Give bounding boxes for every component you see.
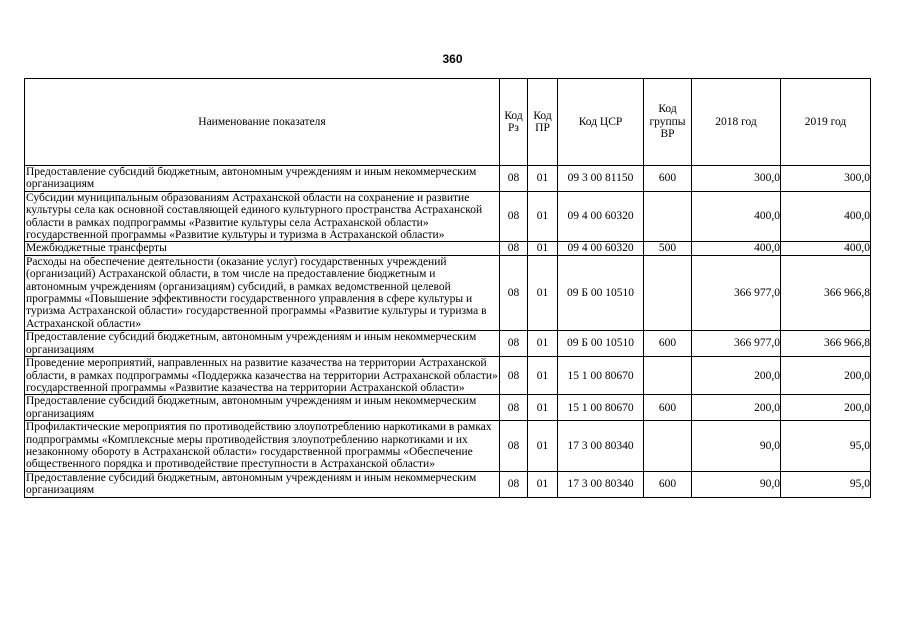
cell-vr: 600 (644, 395, 692, 421)
cell-name: Предоставление субсидий бюджетным, автономным учреждениям и иным некоммерческим организациям (25, 395, 500, 421)
cell-csr: 17 3 00 80340 (558, 471, 644, 497)
cell-pr: 01 (528, 191, 558, 242)
cell-y2018: 400,0 (692, 191, 781, 242)
cell-pr: 01 (528, 471, 558, 497)
cell-pr: 01 (528, 395, 558, 421)
cell-y2019: 95,0 (781, 471, 871, 497)
cell-y2019: 366 966,8 (781, 331, 871, 357)
table-row (25, 166, 871, 192)
cell-pr: 01 (528, 242, 558, 255)
cell-name: Предоставление субсидий бюджетным, автономным учреждениям и иным некоммерческим организациям (25, 331, 500, 357)
cell-csr: 09 Б 00 10510 (558, 331, 644, 357)
cell-csr: 09 4 00 60320 (558, 242, 644, 255)
budget-table (24, 78, 871, 498)
table-row (25, 242, 871, 255)
header-vr: Код группы ВР (644, 79, 692, 166)
cell-y2019: 400,0 (781, 242, 871, 255)
cell-y2019: 200,0 (781, 395, 871, 421)
cell-rz: 08 (500, 255, 528, 330)
header-2018: 2018 год (692, 79, 781, 166)
cell-vr: 500 (644, 242, 692, 255)
cell-csr: 09 Б 00 10510 (558, 255, 644, 330)
cell-y2018: 366 977,0 (692, 255, 781, 330)
cell-y2018: 200,0 (692, 357, 781, 395)
table-row (25, 471, 871, 497)
table-row (25, 357, 871, 395)
cell-pr: 01 (528, 421, 558, 472)
cell-vr (644, 191, 692, 242)
table-row (25, 191, 871, 242)
header-2019: 2019 год (781, 79, 871, 166)
cell-csr: 15 1 00 80670 (558, 357, 644, 395)
cell-csr: 17 3 00 80340 (558, 421, 644, 472)
cell-name: Предоставление субсидий бюджетным, автономным учреждениям и иным некоммерческим организациям (25, 471, 500, 497)
cell-y2019: 400,0 (781, 191, 871, 242)
page-number: 360 (442, 52, 463, 66)
cell-name: Проведение мероприятий, направленных на развитие казачества на территории Астраханской области, в рамках подпрограммы «Поддержка казачества на территории Астраханской области» государственной программы «Развитие казачества на территории Астраханской области» (26, 357, 498, 394)
cell-y2018: 400,0 (692, 242, 781, 255)
cell-y2019: 366 966,8 (781, 255, 871, 330)
cell-name: Расходы на обеспечение деятельности (оказание услуг) государственных учреждений (организаций) Астраханской области, в том числе на предоставление бюджетным и автономным учреждениям (организациям) субсидий, в рамках ведомственной целевой программы «Повышение эффективности государственного управления в сфере культуры и туризма Астраханской области» государственной программы «Развитие культуры и туризма в Астраханской области» (25, 255, 500, 330)
header-rz: Код Рз (500, 79, 528, 166)
cell-pr: 01 (528, 255, 558, 330)
cell-name: Субсидии муниципальным образованиям Астраханской области на сохранение и развитие культуры села как основной составляющей единого культурного пространства Астраханской области в рамках подпрограммы «Развитие культуры села Астраханской области» государственной программы «Развитие культуры и туризма в Астраханской области» (25, 191, 500, 242)
cell-rz: 08 (500, 357, 528, 395)
cell-pr: 01 (528, 331, 558, 357)
cell-vr: 600 (644, 166, 692, 192)
cell-csr: 09 4 00 60320 (558, 191, 644, 242)
cell-y2018: 300,0 (692, 166, 781, 192)
cell-y2019: 95,0 (781, 421, 871, 472)
table-row (25, 331, 871, 357)
header-csr: Код ЦСР (558, 79, 644, 166)
cell-vr (644, 255, 692, 330)
cell-rz: 08 (500, 166, 528, 192)
cell-rz: 08 (500, 395, 528, 421)
cell-csr: 15 1 00 80670 (558, 395, 644, 421)
cell-rz: 08 (500, 331, 528, 357)
cell-pr: 01 (528, 357, 558, 395)
cell-y2019: 200,0 (781, 357, 871, 395)
cell-rz: 08 (500, 421, 528, 472)
header-pr: Код ПР (528, 79, 558, 166)
cell-name: Предоставление субсидий бюджетным, автономным учреждениям и иным некоммерческим организациям (25, 166, 500, 192)
cell-vr (644, 421, 692, 472)
table-header-row (25, 79, 871, 166)
cell-rz: 08 (500, 191, 528, 242)
cell-name: Профилактические мероприятия по противодействию злоупотреблению наркотиками в рамках подпрограммы «Комплексные меры противодействия злоупотреблению наркотиками и их незаконному обороту в Астраханской области» государственной программы «Обеспечение общественного порядка и противодействие преступности в Астраханской области» (25, 421, 500, 472)
cell-vr: 600 (644, 471, 692, 497)
cell-pr: 01 (528, 166, 558, 192)
header-name: Наименование показателя (25, 79, 500, 166)
table-row (25, 255, 871, 330)
cell-rz: 08 (500, 242, 528, 255)
cell-rz: 08 (500, 471, 528, 497)
cell-vr: 600 (644, 331, 692, 357)
table-row (25, 395, 871, 421)
cell-y2018: 90,0 (692, 421, 781, 472)
cell-y2018: 90,0 (692, 471, 781, 497)
cell-y2018: 366 977,0 (692, 331, 781, 357)
table-row (25, 421, 871, 472)
cell-y2019: 300,0 (781, 166, 871, 192)
cell-csr: 09 3 00 81150 (558, 166, 644, 192)
cell-y2018: 200,0 (692, 395, 781, 421)
cell-name: Межбюджетные трансферты (25, 242, 500, 255)
cell-vr (644, 357, 692, 395)
